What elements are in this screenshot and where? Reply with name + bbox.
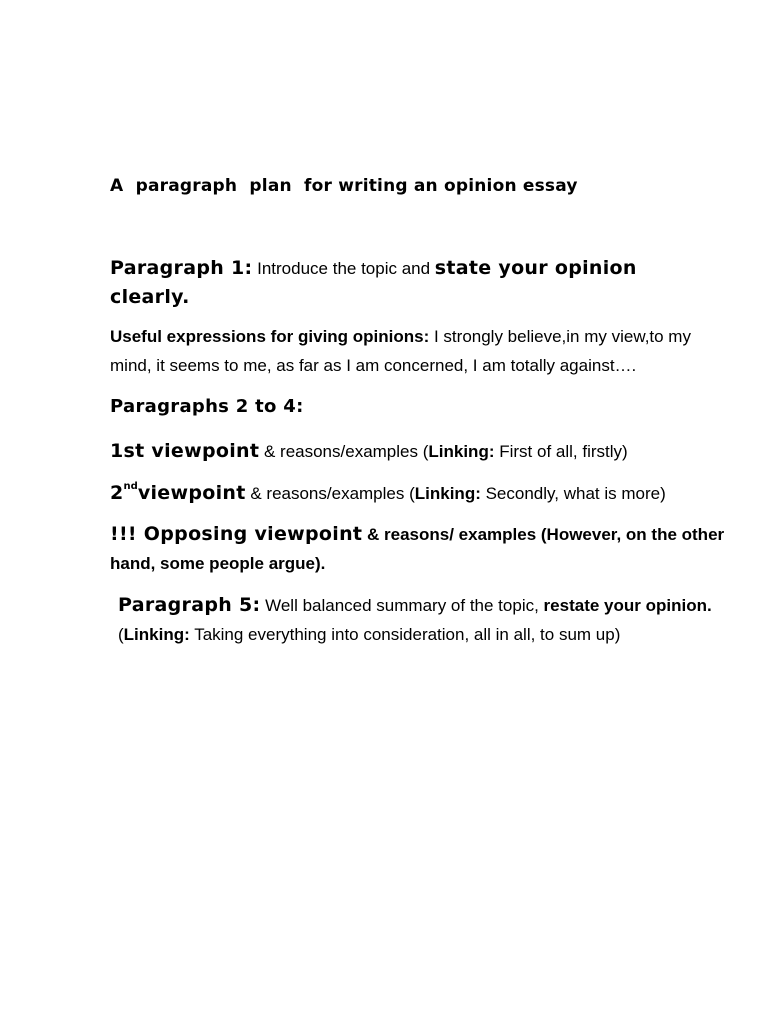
document-title: A paragraph plan for writing an opinion essay (110, 176, 578, 196)
opposing-viewpoint (110, 520, 730, 578)
paragraph-5-plan (110, 591, 730, 649)
useful-expressions (110, 322, 730, 380)
opposing-viewpoint-text: & reasons/ examples (However, on the other hand, some people argue). (110, 525, 725, 573)
useful-expressions-text: I strongly believe,in my view,to my mind, it seems to me, as far as I am concerned, I am totally against…. (110, 327, 691, 375)
viewpoint-1-linking-text: First of all, firstly) (494, 442, 628, 461)
paragraphs-2-to-4-label: Paragraphs 2 to 4: (110, 396, 304, 417)
viewpoint-2-label: viewpoint (137, 482, 246, 504)
viewpoint-1 (110, 437, 730, 466)
viewpoint-2-linking-text: Secondly, what is more) (480, 484, 666, 503)
viewpoint-1-linking-label: Linking: (428, 442, 495, 461)
useful-expressions-label: Useful expressions for giving opinions: (110, 327, 430, 346)
viewpoint-2-linking-label: Linking: (414, 484, 481, 503)
paragraph-5-text-b: ( (118, 625, 124, 644)
paragraph-1-label: Paragraph 1: (110, 257, 253, 279)
paragraph-5-text: Well balanced summary of the topic, (260, 596, 544, 615)
viewpoint-2-text: & reasons/examples ( (245, 484, 415, 503)
paragraph-5-linking-text: Taking everything into consideration, all in all, to sum up) (189, 625, 621, 644)
document-content (110, 176, 730, 649)
viewpoint-1-text: & reasons/examples ( (259, 442, 429, 461)
paragraph-1-emphasis: state your opinion (434, 257, 637, 279)
paragraph-5-linking-label: Linking: (123, 625, 190, 644)
paragraph-5-restate: restate your opinion. (543, 596, 712, 615)
paragraphs-2-to-4-heading (110, 392, 730, 421)
paragraph-1-text: Introduce the topic and (252, 259, 435, 278)
paragraph-1-plan (110, 254, 730, 312)
viewpoint-2-superscript: nd (123, 481, 138, 493)
viewpoint-2 (110, 479, 730, 508)
opposing-viewpoint-label: !!! Opposing viewpoint (110, 523, 363, 545)
paragraph-5-label: Paragraph 5: (118, 594, 261, 616)
viewpoint-1-label: 1st viewpoint (110, 440, 260, 462)
viewpoint-2-number: 2 (110, 482, 124, 504)
paragraph-1-emphasis-end: clearly. (110, 286, 190, 308)
